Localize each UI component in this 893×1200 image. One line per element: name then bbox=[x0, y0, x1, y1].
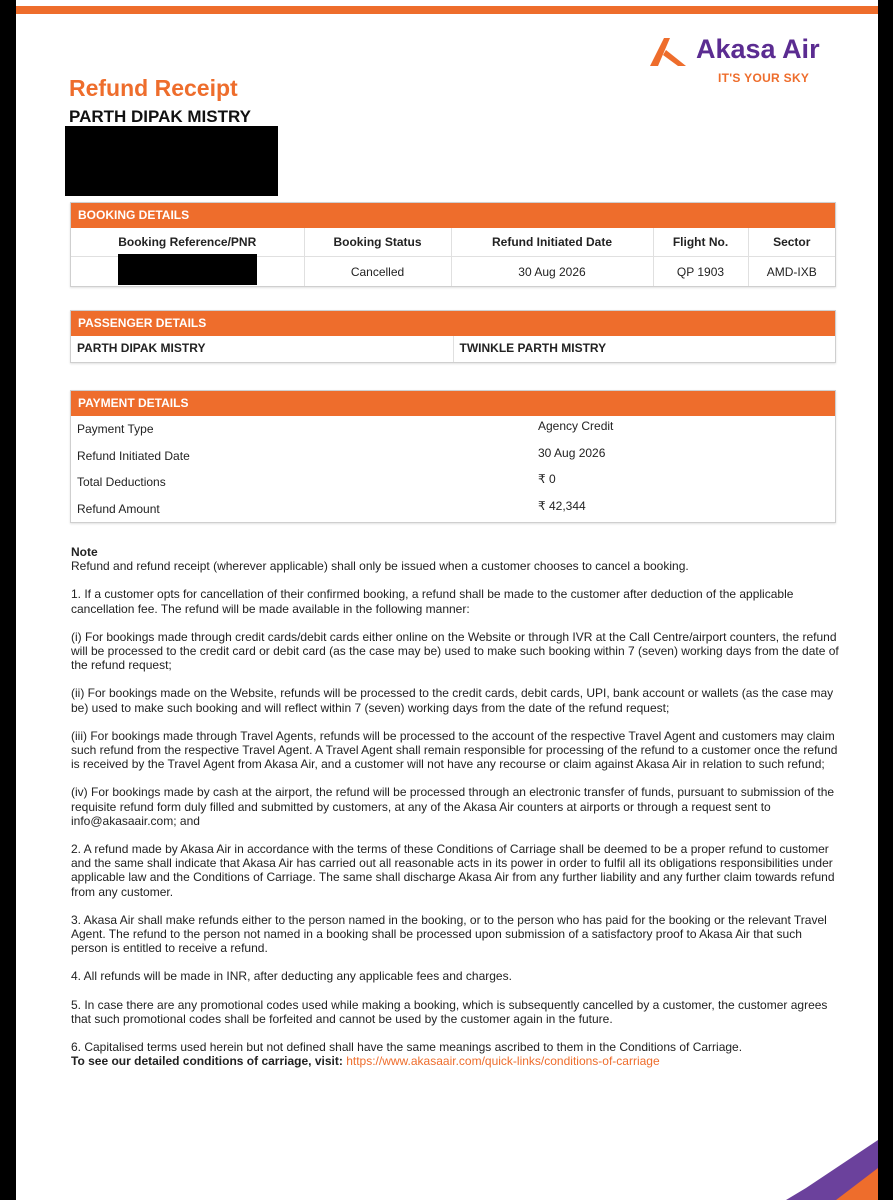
notes-paragraph: 2. A refund made by Akasa Air in accordance with the terms of these Conditions of Carriage shall be deemed to be a proper refund to customer and the same shall indicate that Akasa Air has carried out all reasonable acts in its power in order to fulfil all its obligations responsibilities under applicable law and the Conditions of Carriage. The same shall discharge Akasa Air from any further liability and any further claim towards refund from any customer. bbox=[71, 842, 835, 899]
notes-paragraph: (iv) For bookings made by cash at the airport, the refund will be processed through an electronic transfer of funds, pursuant to submission of the requisite refund form duly filled and submitted by customers, at any of the Akasa Air counters at airports or through a request sent to info@akasaair.com; and bbox=[71, 785, 835, 828]
notes-intro: Refund and refund receipt (wherever applicable) shall only be issued when a customer chooses to cancel a booking. bbox=[71, 559, 689, 574]
flight-number: QP 1903 bbox=[653, 257, 748, 287]
akasa-wing-icon bbox=[648, 36, 688, 68]
payment-row bbox=[71, 416, 835, 443]
conditions-link-line bbox=[71, 1054, 841, 1068]
payment-label: Refund Amount bbox=[77, 501, 160, 516]
passenger-details-section bbox=[70, 310, 836, 363]
column-header: Booking Status bbox=[304, 228, 451, 257]
notes-paragraph: 1. If a customer opts for cancellation of their confirmed booking, a refund shall be made to the customer after deduction of the applicable cancellation fee. The refund will be made available in the following manner: bbox=[71, 587, 794, 616]
passenger-item: PARTH DIPAK MISTRY bbox=[71, 336, 454, 362]
notes-paragraph: (ii) For bookings made on the Website, refunds will be processed to the credit cards, debit cards, UPI, bank account or wallets (as the case may be) used to make such booking and will reflect within 7 (seven) working days from the date of the refund request; bbox=[71, 686, 834, 715]
payment-row bbox=[71, 496, 835, 523]
booking-details-section bbox=[70, 202, 836, 287]
payment-row bbox=[71, 443, 835, 470]
column-header: Flight No. bbox=[653, 228, 748, 257]
booking-status: Cancelled bbox=[304, 257, 451, 287]
payment-value: ₹ 0 bbox=[538, 472, 556, 486]
refund-initiated-date: 30 Aug 2026 bbox=[451, 257, 653, 287]
notes-heading: Note bbox=[71, 545, 98, 559]
top-accent-bar bbox=[16, 6, 878, 14]
section-header: PASSENGER DETAILS bbox=[71, 311, 835, 336]
payment-value: Agency Credit bbox=[538, 419, 614, 433]
page-title: Refund Receipt bbox=[69, 75, 238, 101]
payment-label: Refund Initiated Date bbox=[77, 448, 190, 463]
sector: AMD-IXB bbox=[766, 264, 817, 279]
notes-paragraph: (i) For bookings made through credit cards/debit cards either online on the Website or through IVR at the Call Centre/airport counters, the refund will be processed to the credit card or debit card (as the case may be) used to make such booking within 7 (seven) working days from the date of the refund request; bbox=[71, 629, 839, 673]
payment-value: ₹ 42,344 bbox=[538, 498, 586, 513]
booking-table bbox=[71, 228, 835, 286]
column-header: Sector bbox=[748, 228, 835, 257]
table-header-row bbox=[71, 228, 835, 257]
conditions-link-label: To see our detailed conditions of carriage, visit: bbox=[71, 1054, 343, 1069]
column-header: Booking Reference/PNR bbox=[71, 228, 304, 257]
notes-section bbox=[71, 545, 841, 1068]
payment-row bbox=[71, 469, 835, 496]
brand-tagline: IT'S YOUR SKY bbox=[718, 71, 810, 85]
notes-paragraph: 4. All refunds will be made in INR, after deducting any applicable fees and charges. bbox=[71, 969, 512, 984]
payment-label: Payment Type bbox=[77, 422, 154, 436]
pnr-cell bbox=[71, 257, 304, 287]
conditions-of-carriage-link[interactable]: https://www.akasaair.com/quick-links/conditions-of-carriage bbox=[346, 1054, 660, 1069]
passenger-list bbox=[71, 336, 835, 362]
section-header: BOOKING DETAILS bbox=[71, 203, 835, 228]
passenger-item: TWINKLE PARTH MISTRY bbox=[459, 341, 607, 355]
section-header: PAYMENT DETAILS bbox=[71, 391, 835, 416]
receipt-page bbox=[16, 0, 878, 1200]
column-header: Refund Initiated Date bbox=[451, 228, 653, 257]
payment-label: Total Deductions bbox=[77, 475, 166, 489]
table-row bbox=[71, 257, 835, 287]
passenger-name: PARTH DIPAK MISTRY bbox=[69, 107, 251, 126]
akasa-logo bbox=[648, 34, 848, 89]
notes-paragraph: 5. In case there are any promotional codes used while making a booking, which is subsequently cancelled by a customer, the customer agrees that such promotional codes shall be forfeited and cannot be used by the customer again in the future. bbox=[71, 997, 828, 1026]
notes-paragraph: 6. Capitalised terms used herein but not defined shall have the same meanings ascribed to them in the Conditions of Carriage. bbox=[71, 1040, 743, 1055]
notes-paragraph: 3. Akasa Air shall make refunds either to the person named in the booking, or to the person who has paid for the booking or the relevant Travel Agent. The refund to the person not named in a booking shall be processed upon submission of a satisfactory proof to Akasa Air that such person is entitled to receive a refund. bbox=[71, 912, 827, 956]
redacted-pnr bbox=[118, 254, 257, 285]
redacted-block bbox=[65, 126, 278, 196]
brand-name: Akasa Air bbox=[696, 34, 820, 64]
payment-details-section bbox=[70, 390, 836, 523]
notes-paragraph: (iii) For bookings made through Travel Agents, refunds will be processed to the account of the respective Travel Agent and customers may claim such refund from the respective Travel Agent. A Travel Agent shall remain responsible for processing of the refund to a customer once the refund is received by the Travel Agent from Akasa Air, and a customer will not have any recourse or claim against Akasa Air in relation to such refund; bbox=[71, 728, 838, 772]
payment-value: 30 Aug 2026 bbox=[538, 445, 606, 460]
